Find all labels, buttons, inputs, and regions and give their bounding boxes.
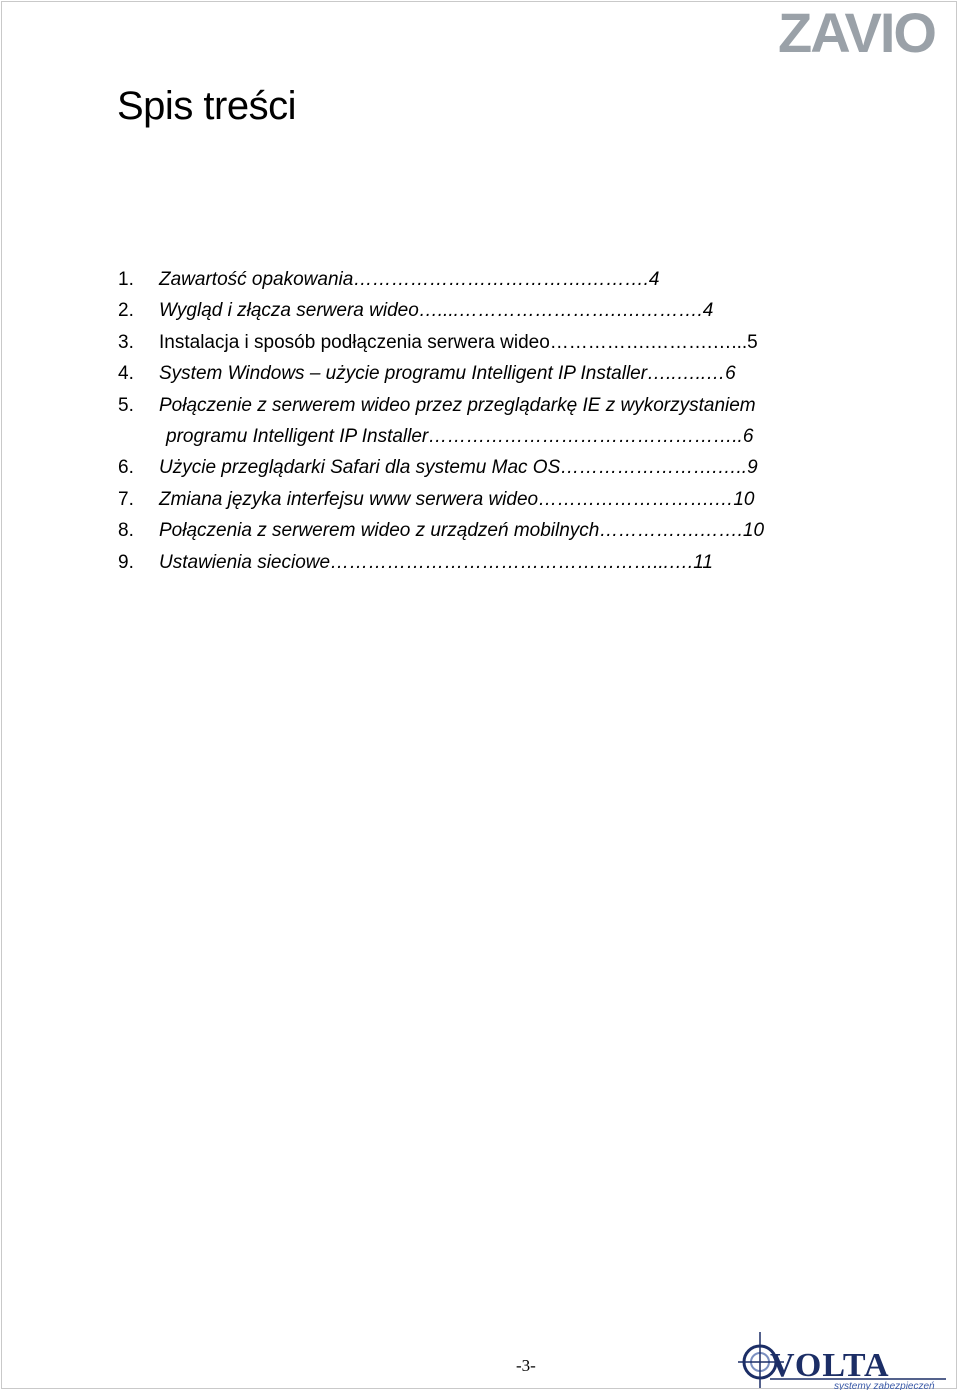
toc-item-number: 4.	[118, 363, 134, 385]
volta-logo	[734, 1328, 948, 1390]
toc-item-number: 8.	[118, 520, 134, 542]
toc-item[interactable]	[118, 515, 848, 546]
toc-item-number: 9.	[118, 551, 134, 573]
toc-item-number: 1.	[118, 269, 134, 290]
toc-item-text: Połączenia z serwerem wideo z urządzeń mobilnych…………….…….10	[159, 520, 765, 542]
page-title: Spis treści	[117, 84, 296, 128]
toc-item-text: System Windows – użycie programu Intelligent IP Installer…..…..…6	[159, 363, 736, 385]
toc-item[interactable]	[118, 264, 848, 295]
table-of-contents	[118, 264, 848, 578]
toc-item-text: Ustawienia sieciowe……………………………………………...….11	[159, 551, 713, 573]
toc-item[interactable]	[118, 452, 848, 483]
toc-item[interactable]	[118, 327, 848, 358]
toc-item[interactable]	[118, 390, 848, 453]
toc-item[interactable]	[118, 484, 848, 515]
toc-item-continuation: programu Intelligent IP Installer…………………………………………..6	[166, 426, 754, 448]
toc-item-text: Połączenie z serwerem wideo przez przeglądarkę IE z wykorzystaniem	[159, 394, 756, 416]
toc-item-text: Zawartość opakowania……………………………….……….4	[159, 269, 660, 290]
page-frame	[1, 1, 957, 1389]
volta-logo-tagline: systemy zabezpieczeń	[834, 1381, 935, 1390]
toc-item-text: Wygląd i złącza serwera wideo…....…………………….….……….4	[159, 300, 714, 322]
toc-item-text: Zmiana języka interfejsu www serwera wideo……………………….…10	[159, 488, 755, 510]
zavio-logo	[776, 4, 956, 58]
toc-item[interactable]	[118, 547, 848, 578]
volta-logo-text: VOLTA	[770, 1347, 890, 1384]
toc-item-number: 5.	[118, 394, 134, 416]
toc-item-number: 6.	[118, 457, 134, 479]
page-number: -3-	[516, 1356, 536, 1375]
zavio-logo-text: ZAVIO	[778, 4, 935, 58]
toc-item[interactable]	[118, 358, 848, 389]
toc-item-text: Instalacja i sposób podłączenia serwera wideo…………….……….…...5	[159, 331, 758, 353]
toc-item-text: Użycie przeglądarki Safari dla systemu Mac OS…………………….…..9	[159, 457, 758, 479]
toc-item-number: 3.	[118, 331, 134, 353]
toc-item-number: 7.	[118, 488, 134, 510]
toc-item-number: 2.	[118, 300, 134, 322]
toc-item[interactable]	[118, 295, 848, 326]
